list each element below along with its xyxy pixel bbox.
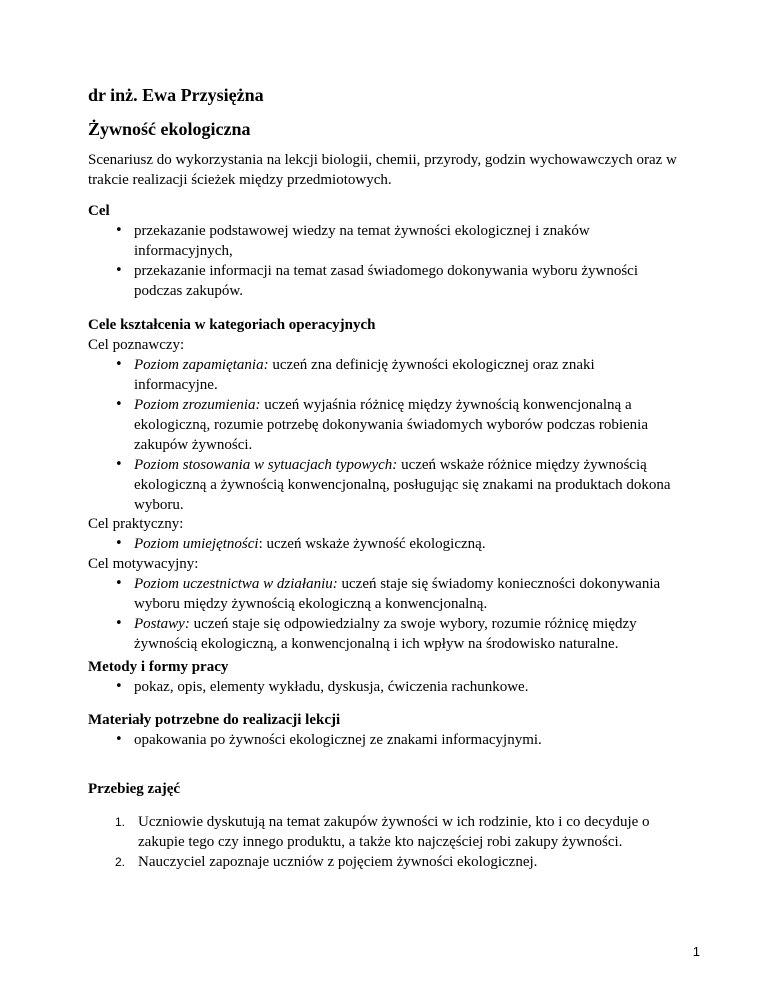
step-number: 2. [115,855,126,869]
step-number: 1. [115,815,126,829]
level-term: Poziom umiejętności [134,536,259,552]
list-item [115,574,675,614]
cel-list [115,221,675,301]
step-text: Uczniowie dyskutują na temat zakupów żywności w ich rodzinie, kto i co decyduje o zakupie tego czy innego produktu, a także kto najczęściej robi zakupy żywności. [138,814,650,850]
level-text: uczeń wyjaśnia różnicę między żywnością konwencjonalną a ekologiczną, rozumie potrzebę dokonywania świadomych wyborów podczas robienia zakupów żywności. [134,397,648,453]
list-item: • przekazanie informacji na temat zasad świadomego dokonywania wyboru żywności podczas zakupów. [115,261,675,301]
list-item [115,355,675,395]
cel-motywacyjny-list [115,574,675,654]
list-item [115,395,675,455]
list-item [115,614,675,654]
level-text: uczeń zna definicję żywności ekologicznej oraz znaki informacyjne. [134,357,595,393]
step-text: Nauczyciel zapoznaje uczniów z pojęciem żywności ekologicznej. [138,854,538,870]
przebieg-steps [115,812,675,872]
author-name: dr inż. Ewa Przysiężna [88,85,264,105]
section-heading-przebieg: Przebieg zajęć [88,781,181,797]
level-text: uczeń staje się odpowiedzialny za swoje wybory, rozumie różnicę między żywnością ekologiczną, a konwencjonalną i ich wpływ na środowisko naturalne. [134,616,637,652]
list-item: • opakowania po żywności ekologicznej ze znakami informacyjnymi. [115,730,675,750]
list-item [115,455,675,515]
cel-praktyczny-label: Cel praktyczny: [88,516,184,532]
level-term: Poziom zapamiętania: [134,357,269,373]
cel-poznawczy-list [115,355,675,515]
step-item [115,852,675,872]
intro-paragraph: Scenariusz do wykorzystania na lekcji biologii, chemii, przyrody, godzin wychowawczych oraz w trakcie realizacji ścieżek między przedmiotowych. [88,152,677,188]
cel-motywacyjny-label: Cel motywacyjny: [88,556,199,572]
page-number: 1 [692,944,700,959]
materialy-list [115,730,675,750]
section-heading-cel: Cel [88,203,110,219]
metody-list [115,677,675,697]
level-term: Poziom uczestnictwa w działaniu: [134,576,338,592]
section-heading-materialy: Materiały potrzebne do realizacji lekcji [88,712,341,728]
cel-praktyczny-list [115,534,675,554]
level-text: uczeń staje się świadomy konieczności dokonywania wyboru między żywnością ekologiczną a konwencjonalną. [134,576,661,612]
step-item [115,812,675,852]
document-title: Żywność ekologiczna [88,119,251,139]
section-heading-metody: Metody i formy pracy [88,659,229,675]
cel-poznawczy-label: Cel poznawczy: [88,337,185,353]
level-term: Poziom stosowania w sytuacjach typowych: [134,457,398,473]
level-text: : uczeń wskaże żywność ekologiczną. [258,536,486,552]
list-item: • przekazanie podstawowej wiedzy na temat żywności ekologicznej i znaków informacyjnych, [115,221,675,261]
section-heading-cele-ksztalcenia: Cele kształcenia w kategoriach operacyjnych [88,317,376,333]
level-text: uczeń wskaże różnice między żywnością ekologiczną a żywnością konwencjonalną, posługując się znakami na produktach dokona wyboru. [134,457,671,513]
level-term: Poziom zrozumienia: [134,397,261,413]
list-item [115,534,675,554]
list-item: • pokaz, opis, elementy wykładu, dyskusja, ćwiczenia rachunkowe. [115,677,675,697]
level-term: Postawy: [134,616,190,632]
